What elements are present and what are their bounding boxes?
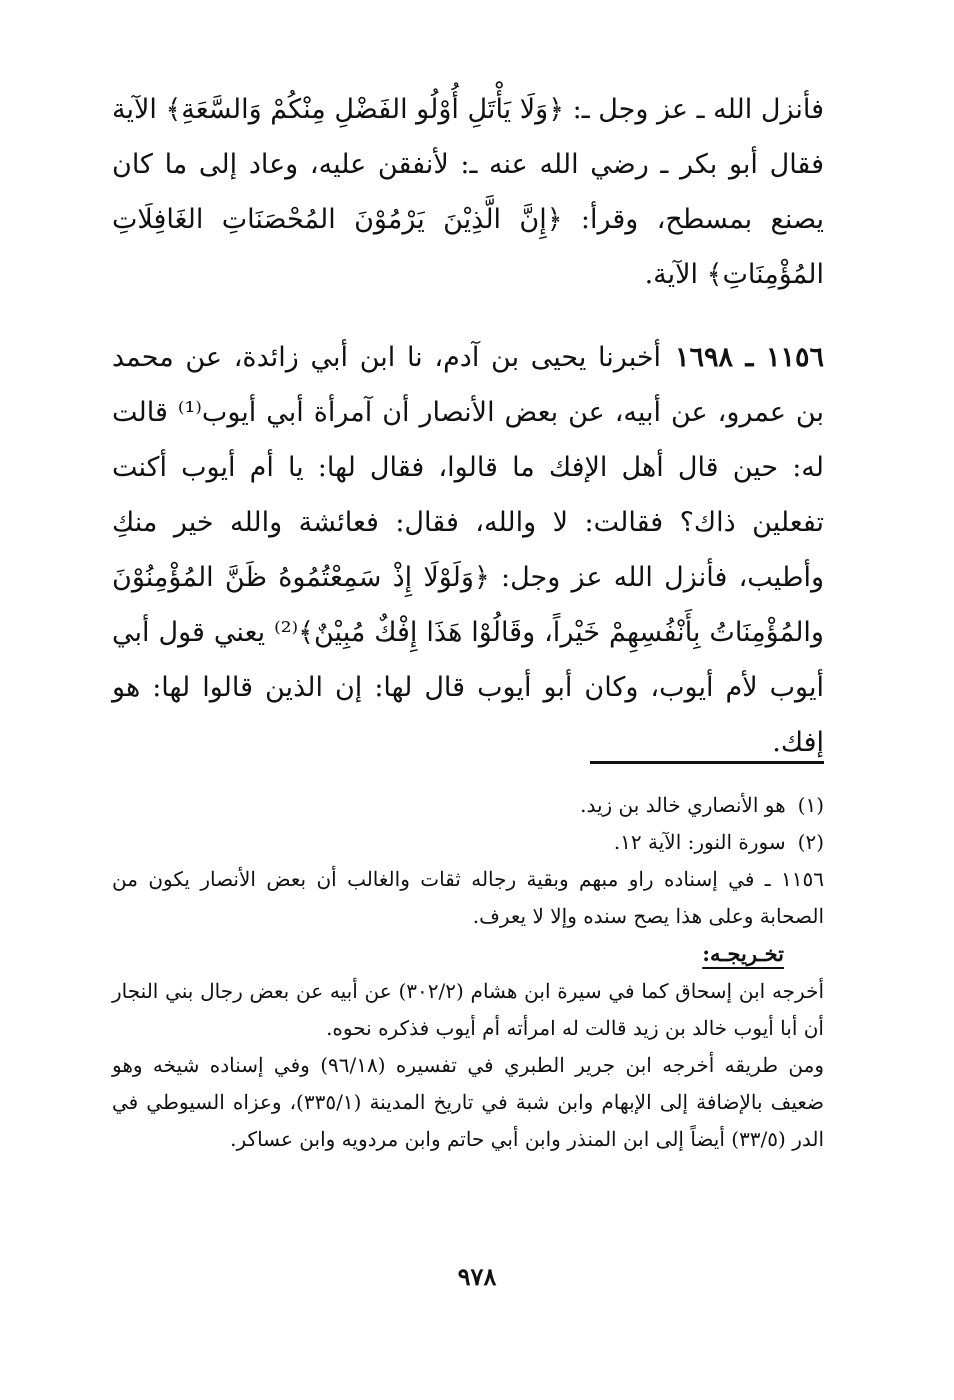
footnote-text: هو الأنصاري خالد بن زيد. [580, 793, 786, 817]
footnote-marker: (١) [797, 793, 824, 817]
takhrij-heading [112, 935, 824, 973]
main-paragraph-2 [112, 330, 824, 770]
takhrij-paragraph-2: ومن طريقه أخرجه ابن جرير الطبري في تفسيره (٩٦/١٨) وفي إسناده شيخه وهو ضعيف بالإضافة إلى الإبهام وابن شبة في تاريخ المدينة (٣٣٥/١)، وعزاه السيوطي في الدر (٣٣/٥) أيضاً إلى ابن المنذر وابن أبي حاتم وابن مردويه وابن عساكر. [112, 1053, 825, 1151]
main-paragraph-1 [112, 82, 824, 302]
hadith-number: ١١٥٦ ـ ١٦٩٨ [675, 342, 824, 373]
takhrij-heading-text: تخـريجـه: [702, 941, 784, 966]
footnote-1 [112, 787, 824, 824]
page-number: ٩٧٨ [457, 1262, 497, 1291]
commentary-lead: ١١٥٦ ـ في إسناده راو مبهم وبقية رجاله ثقات والغالب أن بعض الأنصار يكون من الصحابة وعلى هذا يصح سنده وإلا لا يعرف. [112, 867, 824, 928]
footnote-separator [590, 761, 824, 764]
footnote-text: سورة النور: الآية ١٢. [613, 830, 786, 854]
takhrij-paragraph-1: أخرجه ابن إسحاق كما في سيرة ابن هشام (٣٠٢/٢) عن أبيه عن بعض رجال بني النجار أن أبا أيوب خالد بن زيد قالت له امرأته أم أيوب فذكره نحوه. [112, 979, 824, 1040]
footnote-2 [112, 824, 824, 861]
paragraph-text: فأنزل الله ـ عز وجل ـ: ﴿وَلَا يَأْتَلِ أُوْلُو الفَضْلِ مِنْكُمْ وَالسَّعَةِ﴾ الآية فقال أبو بكر ـ رضي الله عنه ـ: لأنفقن عليه، وعاد إلى ما كان يصنع بمسطح، وقرأ: ﴿إِنَّ الَّذِيْنَ يَرْمُوْنَ المُحْصَنَاتِ الغَافِلَاتِ المُؤْمِنَاتِ﴾ الآية. [112, 94, 824, 290]
footnotes [112, 787, 824, 1158]
hadith-paragraph [112, 330, 824, 770]
hadith-text: أخبرنا يحيى بن آدم، نا ابن أبي زائدة، عن محمد بن عمرو، عن أبيه، عن بعض الأنصار أن آمرأة أبي أيوب⁽¹⁾ قالت له: حين قال أهل الإفك ما قالوا، فقال لها: يا أم أيوب أكنت تفعلين ذاك؟ فقالت: لا والله، فقال: فعائشة والله خير منكِ وأطيب، فأنزل الله عز وجل: ﴿وَلَوْلَا إِذْ سَمِعْتُمُوهُ ظَنَّ المُؤْمِنُوْنَ والمُؤْمِنَاتُ بِأَنْفُسِهِمْ خَيْراً، وقَالُوْا هَذَا إِفْكٌ مُبِيْنٌ﴾⁽²⁾ يعني قول أبي أيوب لأم أيوب، وكان أبو أيوب قال لها: إن الذين قالوا لها: هو إفك. [112, 342, 825, 758]
footnote-marker: (٢) [797, 830, 824, 854]
